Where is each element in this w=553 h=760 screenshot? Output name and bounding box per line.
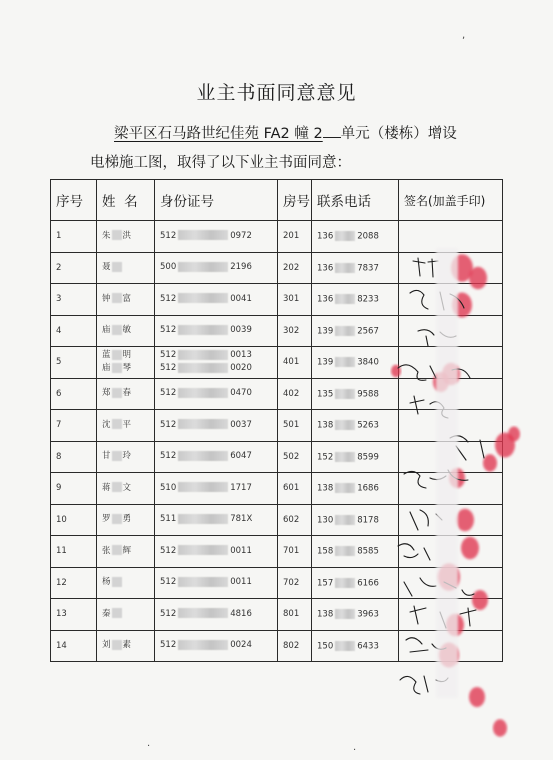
id-prefix: 512 [160, 350, 177, 361]
row-no: 11 [51, 536, 97, 568]
id-number [155, 347, 278, 379]
room-no: 401 [278, 347, 312, 379]
redaction [112, 293, 122, 303]
id-number [155, 315, 278, 347]
room-no: 201 [278, 221, 312, 253]
redaction [112, 230, 122, 240]
id-prefix: 512 [160, 325, 177, 336]
id-number [155, 536, 278, 568]
phone-suffix: 8178 [357, 515, 379, 525]
phone-prefix: 130 [317, 515, 334, 525]
phone-prefix: 138 [317, 420, 334, 431]
phone-suffix: 1686 [357, 483, 379, 494]
header-room: 房号 [278, 180, 312, 221]
id-prefix: 512 [160, 363, 177, 374]
phone-prefix: 158 [317, 546, 334, 557]
owner-name [97, 441, 155, 473]
room-no: 701 [278, 536, 312, 568]
row-no: 9 [51, 473, 97, 505]
table-row [51, 284, 503, 316]
phone-suffix: 2088 [357, 231, 379, 242]
name-last: 勇 [122, 514, 132, 525]
name-first: 郑 [102, 388, 111, 399]
phone-suffix: 3840 [357, 357, 379, 368]
row-no: 1 [51, 221, 97, 253]
id-prefix: 511 [160, 514, 177, 525]
name-first: 朱 [102, 230, 111, 241]
signature-cell [399, 315, 503, 347]
phone-prefix: 150 [317, 641, 334, 651]
phone-number [312, 536, 399, 568]
redaction [178, 388, 228, 398]
name-first: 秦 [102, 608, 111, 619]
owner-name [97, 630, 155, 662]
redaction [335, 641, 355, 651]
phone-suffix: 8233 [357, 294, 379, 305]
redaction [335, 326, 355, 336]
phone-prefix: 136 [317, 231, 334, 242]
row-no: 14 [51, 630, 97, 662]
phone-number [312, 410, 399, 442]
name-first: 罗 [102, 514, 111, 525]
name-first: 沈 [102, 419, 111, 430]
id-suffix: 0470 [230, 388, 252, 399]
redaction [178, 363, 228, 373]
redaction [335, 263, 355, 273]
phone-number [312, 252, 399, 284]
id-prefix: 512 [160, 451, 177, 462]
phone-suffix: 6166 [357, 578, 379, 588]
id-number [155, 504, 278, 536]
intro-line-2: 电梯施工图，取得了以下业主书面同意： [90, 155, 351, 171]
phone-number [312, 567, 399, 599]
id-number [155, 410, 278, 442]
name-first: 庙 [102, 363, 111, 374]
phone-prefix: 138 [317, 609, 334, 620]
redaction [112, 482, 122, 492]
name-last: 富 [122, 293, 132, 304]
header-name: 姓 名 [97, 180, 155, 221]
row-no: 5 [51, 347, 97, 379]
room-no: 202 [278, 252, 312, 284]
phone-number [312, 441, 399, 473]
owner-name [97, 410, 155, 442]
redaction [178, 293, 228, 303]
name-first: 庙 [102, 325, 111, 336]
redaction [178, 545, 228, 555]
phone-number [312, 284, 399, 316]
header-signature: 签名(加盖手印) [399, 180, 503, 221]
redaction [178, 451, 228, 461]
id-number [155, 473, 278, 505]
signature-cell [399, 473, 503, 505]
owner-name [97, 347, 155, 379]
thumbprint-mark [469, 687, 485, 707]
stray-dot-left: · [147, 741, 151, 752]
phone-suffix: 6433 [357, 641, 379, 651]
name-last: 玲 [122, 451, 132, 462]
phone-number [312, 504, 399, 536]
signature-cell [399, 347, 503, 379]
signature-cell [399, 599, 503, 631]
table-row [51, 252, 503, 284]
table-row [51, 441, 503, 473]
phone-suffix: 3963 [357, 609, 379, 620]
id-number [155, 441, 278, 473]
name-first: 蒋 [102, 482, 111, 493]
name-last: 平 [122, 419, 132, 430]
row-no: 6 [51, 378, 97, 410]
redaction [335, 420, 355, 430]
redaction [335, 515, 355, 525]
name-last: 明 [122, 350, 132, 361]
redaction [112, 514, 122, 524]
redaction [112, 363, 122, 373]
owner-name [97, 567, 155, 599]
handwritten-signature [400, 676, 448, 694]
id-suffix: 1717 [230, 482, 252, 493]
table-row [51, 473, 503, 505]
redaction [178, 514, 228, 524]
signature-cell [399, 441, 503, 473]
row-no: 10 [51, 504, 97, 536]
name-first: 甘 [102, 451, 111, 462]
table-row [51, 221, 503, 253]
phone-number [312, 630, 399, 662]
room-no: 402 [278, 378, 312, 410]
table-row [51, 410, 503, 442]
name-first: 蓝 [102, 350, 111, 361]
room-no: 502 [278, 441, 312, 473]
redaction [112, 419, 122, 429]
name-first: 杨 [102, 577, 111, 588]
stray-mark: , [462, 30, 466, 41]
name-first: 钟 [102, 293, 111, 304]
address-text: 梁平区石马路世纪佳苑 FA2 幢 2 [114, 126, 323, 142]
table-row [51, 536, 503, 568]
redaction [112, 325, 122, 335]
phone-number [312, 599, 399, 631]
owner-name [97, 221, 155, 253]
room-no: 301 [278, 284, 312, 316]
id-prefix: 512 [160, 293, 177, 304]
room-no: 602 [278, 504, 312, 536]
owner-name [97, 284, 155, 316]
phone-number [312, 221, 399, 253]
room-no: 801 [278, 599, 312, 631]
name-last: 文 [122, 482, 132, 493]
signature-cell [399, 410, 503, 442]
signature-cell [399, 567, 503, 599]
redaction [335, 452, 355, 462]
id-suffix: 0024 [230, 640, 252, 651]
signature-cell [399, 378, 503, 410]
owner-name [97, 504, 155, 536]
owner-name [97, 378, 155, 410]
room-no: 302 [278, 315, 312, 347]
header-id: 身份证号 [155, 180, 278, 221]
id-suffix: 0039 [230, 325, 252, 336]
row-no: 13 [51, 599, 97, 631]
name-last: 敏 [122, 325, 132, 336]
owner-name [97, 599, 155, 631]
redaction [178, 577, 228, 587]
id-suffix: 0972 [230, 230, 252, 241]
owner-name [97, 252, 155, 284]
phone-number [312, 378, 399, 410]
redaction [178, 608, 228, 618]
thumbprint-mark [493, 719, 507, 737]
redaction [335, 389, 355, 399]
id-suffix: 0011 [230, 545, 252, 556]
phone-suffix: 5263 [357, 420, 379, 431]
phone-prefix: 138 [317, 483, 334, 494]
redaction [112, 608, 122, 618]
redaction [112, 640, 122, 650]
name-last: 洪 [122, 230, 132, 241]
signature-cell [399, 284, 503, 316]
id-number [155, 599, 278, 631]
id-prefix: 512 [160, 230, 177, 241]
name-first: 聂 [102, 262, 111, 273]
room-no: 501 [278, 410, 312, 442]
room-no: 802 [278, 630, 312, 662]
id-prefix: 512 [160, 388, 177, 399]
name-first: 张 [102, 545, 111, 556]
owner-name [97, 536, 155, 568]
id-prefix: 512 [160, 545, 177, 556]
row-no: 8 [51, 441, 97, 473]
id-prefix: 512 [160, 608, 177, 619]
id-suffix: 0011 [230, 577, 252, 588]
row-no: 3 [51, 284, 97, 316]
room-no: 601 [278, 473, 312, 505]
redaction [112, 451, 122, 461]
signature-cell [399, 221, 503, 253]
phone-prefix: 139 [317, 357, 334, 368]
phone-suffix: 8585 [357, 546, 379, 557]
intro-suffix: 单元（楼栋）增设 [340, 126, 457, 142]
redaction [178, 350, 228, 360]
id-suffix: 6047 [230, 451, 252, 462]
redaction [112, 388, 122, 398]
table-row [51, 315, 503, 347]
phone-number [312, 473, 399, 505]
page-title: 业主书面同意意见 [196, 82, 357, 104]
owner-name [97, 473, 155, 505]
phone-prefix: 136 [317, 263, 334, 273]
id-suffix: 0013 [230, 350, 252, 361]
phone-number [312, 347, 399, 379]
row-no: 7 [51, 410, 97, 442]
signature-cell [399, 630, 503, 662]
id-prefix: 512 [160, 577, 177, 588]
header-phone: 联系电话 [312, 180, 399, 221]
intro-line-1 [114, 122, 457, 143]
table-row [51, 504, 503, 536]
name-last: 琴 [122, 363, 132, 374]
table-row [51, 378, 503, 410]
redaction [112, 262, 122, 272]
id-prefix: 510 [160, 482, 177, 493]
redaction [112, 545, 122, 555]
stray-dot-right: · [353, 745, 357, 756]
redaction [335, 294, 355, 304]
table-row [51, 347, 503, 379]
id-number [155, 630, 278, 662]
id-number [155, 378, 278, 410]
thumbprint-mark [508, 427, 520, 442]
table-row [51, 630, 503, 662]
id-suffix: 781X [230, 514, 253, 525]
name-last: 春 [122, 388, 132, 399]
phone-prefix: 139 [317, 326, 334, 336]
id-prefix: 500 [160, 262, 177, 273]
redaction [178, 230, 228, 240]
id-suffix: 0020 [230, 363, 252, 374]
redaction [112, 577, 122, 587]
phone-prefix: 136 [317, 294, 334, 305]
phone-prefix: 135 [317, 389, 334, 399]
table-row [51, 599, 503, 631]
phone-number [312, 315, 399, 347]
redaction [335, 546, 355, 556]
redaction [178, 640, 228, 650]
name-last: 辉 [122, 545, 132, 556]
signature-cell [399, 536, 503, 568]
id-suffix: 0041 [230, 293, 252, 304]
row-no: 12 [51, 567, 97, 599]
room-no: 702 [278, 567, 312, 599]
redaction [335, 609, 355, 619]
phone-prefix: 157 [317, 578, 334, 588]
id-number [155, 284, 278, 316]
name-last: 素 [122, 640, 132, 651]
row-no: 2 [51, 252, 97, 284]
redaction [335, 578, 355, 588]
table-row [51, 567, 503, 599]
owner-name [97, 315, 155, 347]
redaction [178, 262, 228, 272]
name-first: 刘 [102, 640, 111, 651]
id-suffix: 0037 [230, 419, 252, 430]
id-number [155, 252, 278, 284]
redaction [178, 325, 228, 335]
id-number [155, 567, 278, 599]
phone-prefix: 152 [317, 452, 334, 462]
redaction [178, 419, 228, 429]
id-suffix: 2196 [230, 262, 252, 273]
redaction [335, 483, 355, 493]
signature-cell [399, 252, 503, 284]
table-header-row [51, 180, 503, 221]
redaction [335, 357, 355, 367]
redaction [112, 350, 122, 360]
redaction [178, 482, 228, 492]
redaction [335, 231, 355, 241]
signature-cell [399, 504, 503, 536]
id-number [155, 221, 278, 253]
phone-suffix: 2567 [357, 326, 379, 336]
owner-consent-table [50, 179, 503, 662]
phone-suffix: 7837 [357, 263, 379, 273]
row-no: 4 [51, 315, 97, 347]
phone-suffix: 9588 [357, 389, 379, 399]
id-suffix: 4816 [230, 608, 252, 619]
id-prefix: 512 [160, 640, 177, 651]
phone-suffix: 8599 [357, 452, 379, 462]
header-no: 序号 [51, 180, 97, 221]
id-prefix: 512 [160, 419, 177, 430]
